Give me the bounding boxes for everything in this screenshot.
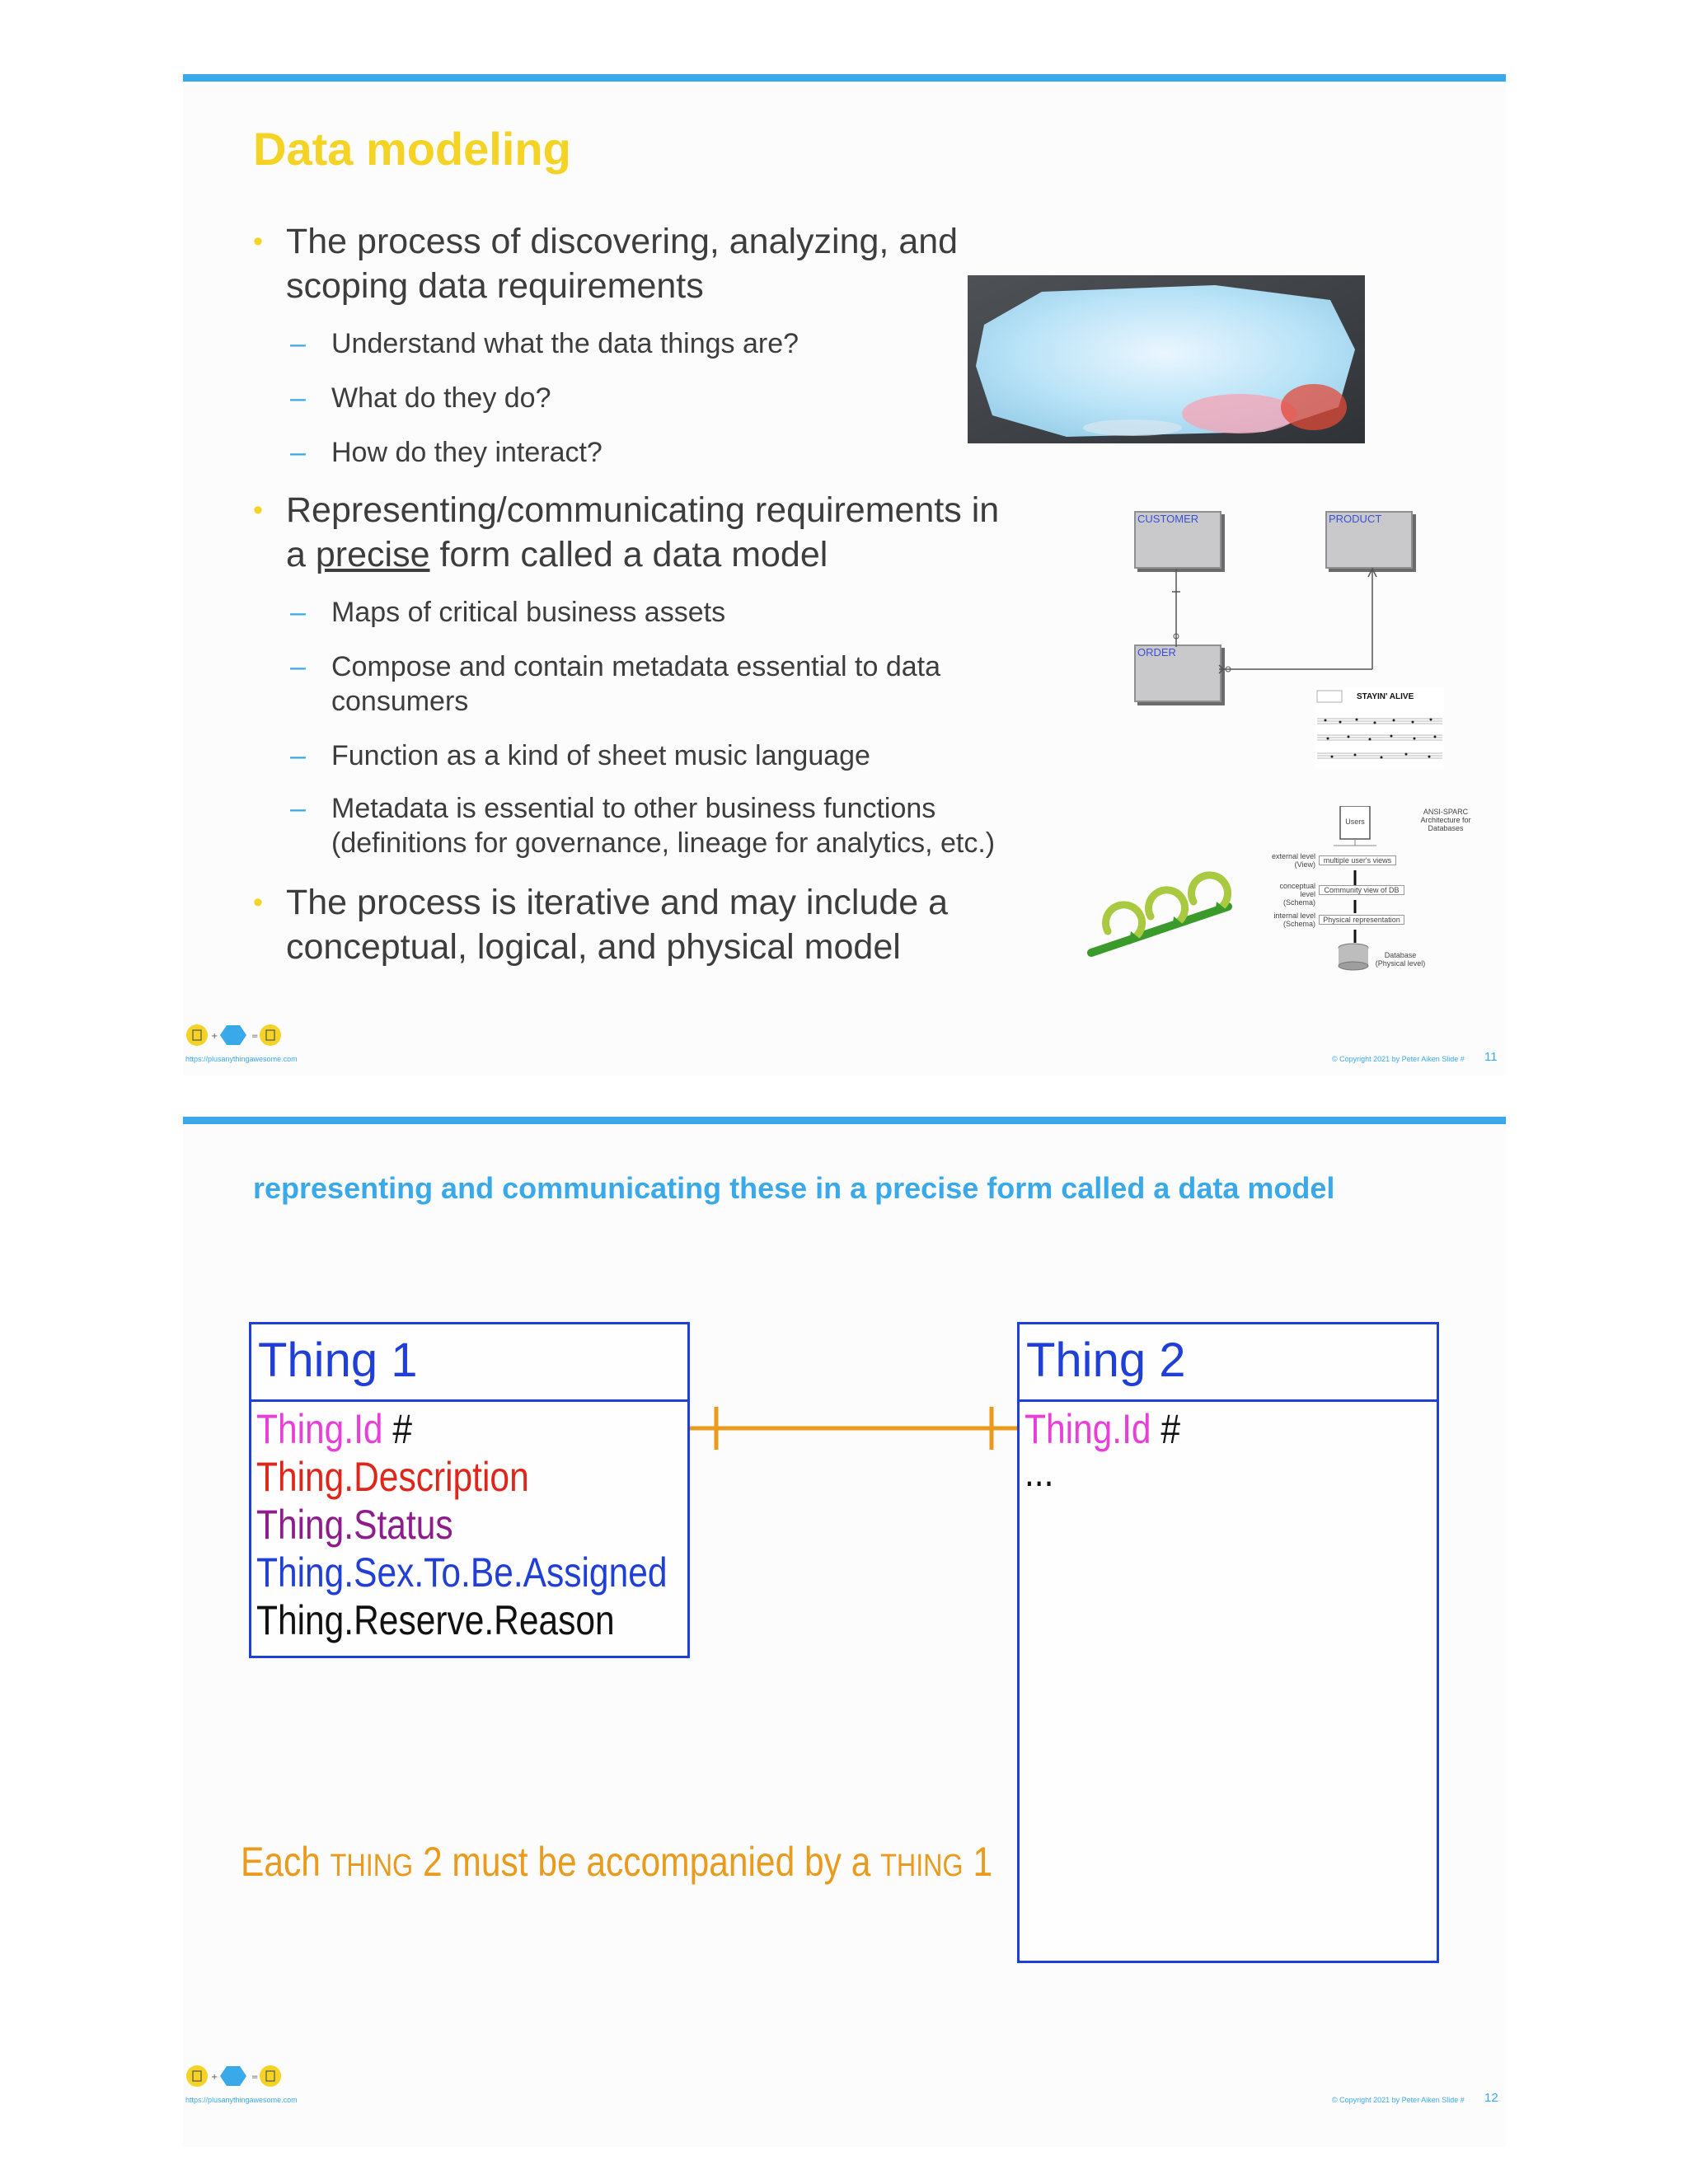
ansi-views-box: multiple user's views: [1319, 855, 1396, 865]
bullet-dot: •: [253, 494, 263, 526]
footer-logo: [185, 1024, 293, 1057]
sub-bullet-dash: –: [290, 740, 306, 771]
ansi-community-box: Community view of DB: [1319, 885, 1404, 895]
sub-bullet-dash: –: [290, 597, 306, 628]
annotation-smallcaps: THING: [880, 1849, 964, 1883]
bullet-dot: •: [253, 887, 263, 918]
sub-bullet-dash: –: [290, 328, 306, 359]
bullet-text: [286, 488, 1110, 577]
attribute-name: Thing.Id: [1025, 1406, 1151, 1452]
entity-header: [251, 1324, 687, 1402]
svg-text:+: +: [211, 1032, 218, 1041]
bullet-text-post: form called a data model: [429, 535, 828, 574]
erd-entity-label: PRODUCT: [1329, 513, 1382, 525]
entity-title: Thing 1: [258, 1333, 418, 1387]
sub-bullet-dash: –: [290, 437, 306, 468]
svg-text:=: =: [251, 2073, 259, 2082]
sub-bullet-text: What do they do?: [331, 382, 551, 414]
entity-header: [1020, 1324, 1437, 1402]
sub-bullet-text: Understand what the data things are?: [331, 328, 799, 359]
bullet-item: [253, 880, 1110, 969]
footer-logo: [185, 2064, 293, 2097]
erd-entity-label: ORDER: [1137, 646, 1176, 658]
slide-number: 11: [1484, 1050, 1498, 1064]
attribute-thing-id: [256, 1405, 412, 1453]
ansi-sparc-diagram: [1268, 806, 1474, 979]
slide-title: representing and communicating these in a precise form called a data model: [253, 1171, 1335, 1205]
sub-bullet-text: Function as a kind of sheet music language: [331, 740, 870, 771]
bullet-text-line: Representing/communicating requirements in: [286, 490, 1000, 530]
footer-copyright: © Copyright 2021 by Peter Aiken Slide #: [1332, 2096, 1465, 2104]
footer-url[interactable]: https://plusanythingawesome.com: [185, 2096, 298, 2104]
slide-11: [183, 74, 1506, 1076]
entity-thing-2: [1017, 1322, 1439, 1963]
slide-title: Data modeling: [253, 123, 571, 175]
ansi-internal-level: internal level (Schema): [1273, 912, 1315, 928]
annotation-part: Each: [241, 1839, 331, 1885]
sub-bullet-dash: –: [290, 793, 306, 824]
bullet-text-pre: a: [286, 535, 316, 574]
ansi-conceptual-level: conceptual level (Schema): [1279, 882, 1315, 907]
bullet-item: [253, 488, 1110, 577]
slide-top-bar: [183, 74, 1506, 82]
attribute-thing-reserve-reason: Thing.Reserve.Reason: [256, 1597, 615, 1643]
sub-bullet-text: Metadata is essential to other business functions (definitions for governance, lineage for analytics, etc.): [331, 793, 996, 859]
sub-bullet-dash: –: [290, 651, 306, 682]
sub-bullet-dash: –: [290, 382, 306, 414]
sub-bullet-text: Compose and contain metadata essential to data consumers: [331, 651, 941, 717]
precise-word: precise: [315, 535, 430, 574]
sub-bullet-text: Maps of critical business assets: [331, 597, 726, 628]
slide-top-bar: [183, 1117, 1506, 1124]
annotation-part: 1: [963, 1839, 993, 1885]
annotation-smallcaps: THING: [330, 1849, 414, 1883]
sheet-music-title: STAYIN' ALIVE: [1357, 692, 1414, 701]
entity-title: Thing 2: [1026, 1333, 1186, 1387]
ice-photo: [968, 275, 1365, 443]
attribute-name: Thing.Id: [256, 1406, 383, 1452]
ansi-users-label: Users: [1345, 818, 1365, 826]
attribute-ellipsis: ...: [1025, 1449, 1054, 1495]
relationship-line: [690, 1397, 1020, 1463]
iterative-cycle-icon: [1083, 870, 1233, 961]
ansi-database-label: Database (Physical level): [1375, 951, 1426, 968]
annotation-part: 2 must be accompanied by a: [413, 1839, 881, 1885]
sheet-music-image: [1315, 687, 1444, 768]
slide-12: [183, 1117, 1506, 2147]
attribute-thing-status: Thing.Status: [256, 1502, 453, 1548]
footer-url[interactable]: https://plusanythingawesome.com: [185, 1055, 298, 1063]
erd-entity-label: CUSTOMER: [1137, 513, 1199, 525]
sub-bullet-text: How do they interact?: [331, 437, 603, 468]
svg-text:+: +: [211, 2073, 218, 2082]
primary-key-marker: #: [1151, 1406, 1181, 1452]
entity-thing-1: [249, 1322, 690, 1658]
attribute-thing-sex: Thing.Sex.To.Be.Assigned: [256, 1549, 668, 1596]
attribute-thing-description: Thing.Description: [256, 1454, 529, 1500]
attribute-thing-id: [1025, 1405, 1180, 1453]
relationship-annotation: [241, 1838, 992, 1886]
footer-copyright: © Copyright 2021 by Peter Aiken Slide #: [1332, 1055, 1465, 1063]
ansi-title: ANSI-SPARC Architecture for Databases: [1420, 808, 1471, 832]
bullet-text: The process of discovering, analyzing, and scoping data requirements: [286, 222, 959, 306]
svg-text:=: =: [251, 1032, 259, 1041]
bullet-text: The process is iterative and may include a conceptual, logical, and physical model: [286, 883, 949, 967]
ansi-physical-box: Physical representation: [1319, 915, 1404, 925]
bullet-dot: •: [253, 226, 263, 257]
ansi-external-level: external level (View): [1271, 852, 1315, 869]
slide-number: 12: [1484, 2091, 1498, 2105]
primary-key-marker: #: [382, 1406, 413, 1452]
erd-relationship-lines: [1131, 560, 1378, 709]
